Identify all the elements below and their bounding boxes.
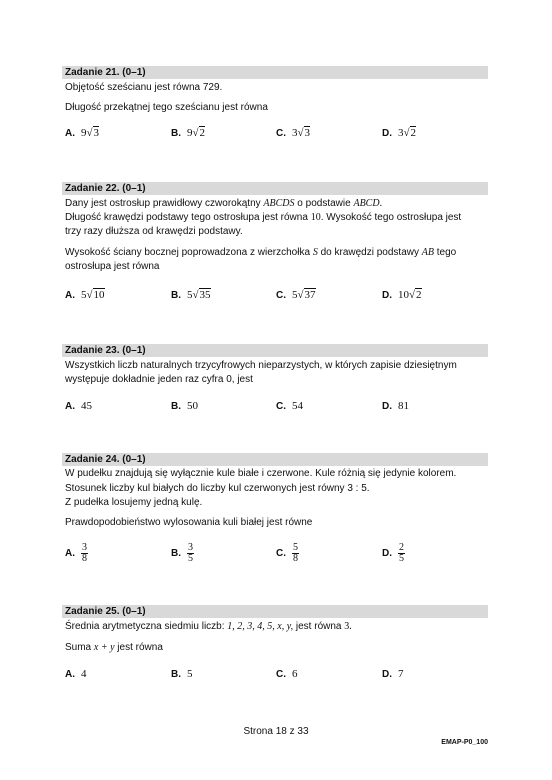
task-text: Prawdopodobieństwo wylosowania kuli białej jest równe [65, 517, 313, 528]
task-text: trzy razy dłuższa od krawędzi podstawy. [65, 226, 243, 237]
option-b[interactable]: B. 9√2 [171, 127, 206, 139]
answer-options [65, 543, 485, 569]
task-text: Suma x + y jest równa [65, 642, 163, 653]
task-title: Zadanie 21. (0–1) [62, 66, 488, 79]
task-title: Zadanie 22. (0–1) [62, 182, 488, 195]
task-text: Stosunek liczby kul białych do liczby kul czerwonych jest równy 3 : 5. [65, 483, 370, 494]
option-b[interactable]: B. 50 [171, 400, 198, 412]
option-b[interactable]: B. 5√35 [171, 289, 211, 301]
option-a[interactable]: A. 9√3 [65, 127, 100, 139]
document-code: EMAP-P0_100 [441, 739, 488, 746]
answer-options [65, 127, 485, 147]
answer-options [65, 668, 485, 688]
option-b[interactable]: B. $\frac{3}{5}$ [171, 542, 193, 564]
task-text: występuje dokładnie jeden raz cyfra 0, jest [65, 374, 253, 385]
fraction: $\frac{3}{8}$ [82, 542, 87, 564]
task-text: Długość krawędzi podstawy tego ostrosłupa jest równa 10. Wysokość tego ostrosłupa jest [65, 212, 462, 223]
task-title: Zadanie 24. (0–1) [62, 453, 488, 466]
task-text: Z pudełka losujemy jedną kulę. [65, 497, 203, 508]
option-c[interactable]: C. 6 [276, 668, 298, 680]
task-24 [62, 453, 488, 564]
option-a[interactable]: A. 4 [65, 668, 87, 680]
option-a[interactable]: A. 5√10 [65, 289, 105, 301]
option-d[interactable]: D. 3√2 [382, 127, 417, 139]
task-text: Długość przekątnej tego sześcianu jest równa [65, 102, 268, 113]
task-text: Średnia arytmetyczna siedmiu liczb: 1, 2, 3, 4, 5, x, y, jest równa 3. [65, 621, 352, 632]
task-title: Zadanie 25. (0–1) [62, 605, 488, 618]
option-b[interactable]: B. 5 [171, 668, 193, 680]
task-text: ostrosłupa jest równa [65, 261, 160, 272]
answer-options [65, 289, 485, 309]
option-c[interactable]: C. $\frac{5}{8}$ [276, 542, 298, 564]
task-22 [62, 182, 488, 301]
page-number: Strona 18 z 33 [243, 726, 309, 737]
task-text: Wszystkich liczb naturalnych trzycyfrowych nieparzystych, w których zapisie dziesiętnym [65, 360, 457, 371]
option-c[interactable]: C. 5√37 [276, 289, 316, 301]
option-a[interactable]: A. 45 [65, 400, 92, 412]
option-d[interactable]: D. 7 [382, 668, 404, 680]
fraction: $\frac{3}{5}$ [188, 542, 193, 564]
option-d[interactable]: D. 81 [382, 400, 409, 412]
task-text: W pudełku znajdują się wyłącznie kule białe i czerwone. Kule różnią się jedynie kolorem. [65, 468, 457, 479]
answer-options [65, 400, 485, 420]
option-d[interactable]: D. $\frac{2}{5}$ [382, 542, 404, 564]
task-text: Dany jest ostrosłup prawidłowy czworokątny ABCDS o podstawie ABCD. [65, 198, 383, 209]
task-text: Objętość sześcianu jest równa 729. [65, 82, 223, 93]
option-c[interactable]: C. 54 [276, 400, 303, 412]
task-25 [62, 605, 488, 680]
task-23 [62, 344, 488, 412]
task-title: Zadanie 23. (0–1) [62, 344, 488, 357]
fraction: $\frac{2}{5}$ [399, 542, 404, 564]
option-d[interactable]: D. 10√2 [382, 289, 422, 301]
fraction: $\frac{5}{8}$ [293, 542, 298, 564]
task-text: Wysokość ściany bocznej poprowadzona z wierzchołka S do krawędzi podstawy AB tego [65, 247, 457, 258]
option-a[interactable]: A. $\frac{3}{8}$ [65, 542, 87, 564]
task-21 [62, 66, 488, 139]
option-c[interactable]: C. 3√3 [276, 127, 311, 139]
